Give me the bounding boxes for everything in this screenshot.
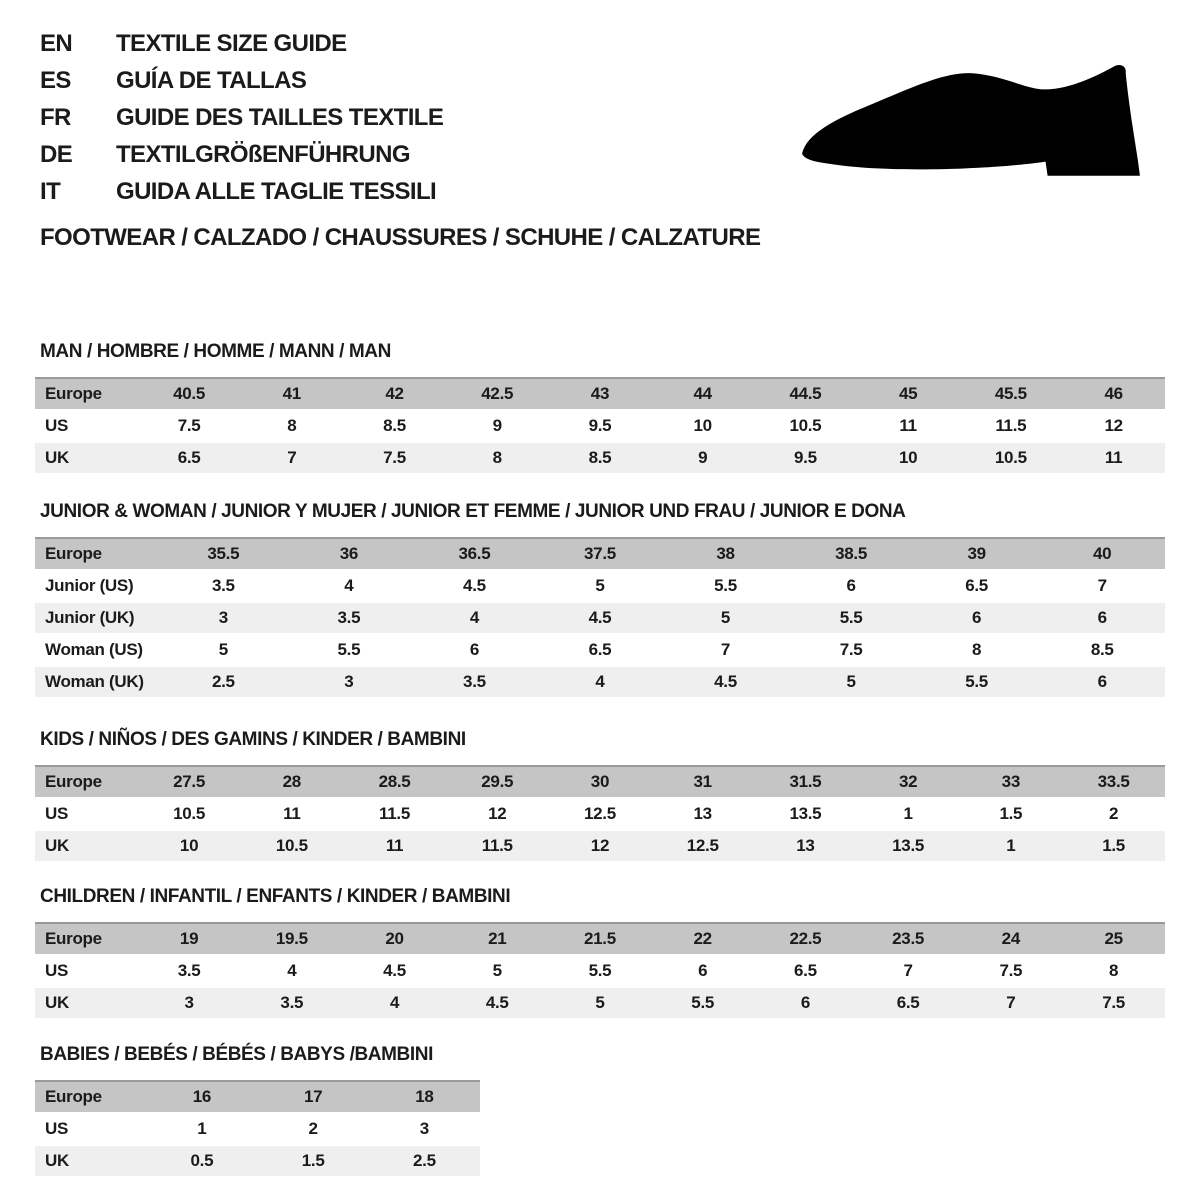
size-cell: 3.5 <box>240 988 343 1018</box>
size-cell: 3.5 <box>138 956 241 986</box>
section-kids <box>35 730 1165 863</box>
size-cell: 6 <box>788 571 914 601</box>
size-cell: 5 <box>446 956 549 986</box>
size-cell: 27.5 <box>138 765 241 797</box>
size-cell: 31 <box>651 765 754 797</box>
size-cell: 44 <box>651 377 754 409</box>
size-cell: 4.5 <box>537 603 663 633</box>
row-label: Europe <box>35 537 161 569</box>
size-cell: 29.5 <box>446 765 549 797</box>
size-cell: 7.5 <box>1062 988 1165 1018</box>
size-row <box>35 988 1165 1018</box>
size-row <box>35 1146 480 1176</box>
language-code: ES <box>40 66 71 94</box>
size-cell: 8.5 <box>549 443 652 473</box>
category-line: FOOTWEAR / CALZADO / CHAUSSURES / SCHUHE / CALZATURE <box>40 224 761 251</box>
language-row <box>40 136 443 173</box>
size-cell: 19 <box>138 922 241 954</box>
size-cell: 4.5 <box>412 571 538 601</box>
size-cell: 2.5 <box>369 1146 480 1176</box>
size-cell: 7.5 <box>343 443 446 473</box>
size-cell: 6 <box>754 988 857 1018</box>
size-cell: 32 <box>857 765 960 797</box>
size-cell: 36 <box>286 537 412 569</box>
size-cell: 45.5 <box>959 377 1062 409</box>
europe-header-row <box>35 377 1165 409</box>
size-cell: 35.5 <box>161 537 287 569</box>
size-cell: 6 <box>412 635 538 665</box>
kids-size-table <box>35 763 1165 863</box>
europe-header-row <box>35 537 1165 569</box>
size-cell: 2.5 <box>161 667 287 697</box>
language-code: EN <box>40 29 73 57</box>
row-label: Europe <box>35 377 138 409</box>
size-cell: 11 <box>240 799 343 829</box>
size-cell: 6.5 <box>537 635 663 665</box>
size-cell: 3 <box>286 667 412 697</box>
size-cell: 3 <box>161 603 287 633</box>
size-cell: 6 <box>914 603 1040 633</box>
size-cell: 4 <box>343 988 446 1018</box>
size-cell: 11.5 <box>446 831 549 861</box>
section-children <box>35 887 1165 1020</box>
size-cell: 1 <box>959 831 1062 861</box>
size-cell: 10 <box>857 443 960 473</box>
size-cell: 6 <box>1039 667 1165 697</box>
size-cell: 3.5 <box>412 667 538 697</box>
section-title-kids: KIDS / NIÑOS / DES GAMINS / KINDER / BAMBINI <box>40 729 466 750</box>
size-cell: 42 <box>343 377 446 409</box>
size-cell: 3 <box>369 1114 480 1144</box>
size-cell: 6 <box>651 956 754 986</box>
size-cell: 4.5 <box>446 988 549 1018</box>
size-cell: 10.5 <box>138 799 241 829</box>
size-cell: 13 <box>651 799 754 829</box>
language-code: FR <box>40 103 71 131</box>
dress-shoe-silhouette-icon <box>800 60 1145 185</box>
language-row <box>40 99 443 136</box>
size-cell: 6.5 <box>754 956 857 986</box>
language-row <box>40 62 443 99</box>
size-cell: 8 <box>446 443 549 473</box>
guide-title: GUIDE DES TAILLES TEXTILE <box>116 103 444 131</box>
size-cell: 10 <box>651 411 754 441</box>
guide-title: TEXTILE SIZE GUIDE <box>116 29 347 57</box>
size-row <box>35 667 1165 697</box>
size-cell: 11 <box>343 831 446 861</box>
row-label: UK <box>35 831 138 861</box>
size-cell: 20 <box>343 922 446 954</box>
size-cell: 0.5 <box>146 1146 257 1176</box>
size-cell: 9 <box>446 411 549 441</box>
size-cell: 10 <box>138 831 241 861</box>
europe-header-row <box>35 922 1165 954</box>
size-cell: 22.5 <box>754 922 857 954</box>
size-cell: 6.5 <box>138 443 241 473</box>
size-cell: 3 <box>138 988 241 1018</box>
size-cell: 40 <box>1039 537 1165 569</box>
language-title-block <box>40 25 443 210</box>
size-cell: 8 <box>240 411 343 441</box>
size-cell: 12.5 <box>549 799 652 829</box>
size-cell: 4.5 <box>343 956 446 986</box>
junior-woman-size-table <box>35 535 1165 699</box>
row-label: UK <box>35 443 138 473</box>
section-title-man: MAN / HOMBRE / HOMME / MANN / MAN <box>40 341 391 362</box>
size-cell: 28.5 <box>343 765 446 797</box>
size-cell: 13 <box>754 831 857 861</box>
size-cell: 7 <box>959 988 1062 1018</box>
size-cell: 30 <box>549 765 652 797</box>
size-cell: 5.5 <box>286 635 412 665</box>
size-cell: 40.5 <box>138 377 241 409</box>
language-code: IT <box>40 177 61 205</box>
size-cell: 33.5 <box>1062 765 1165 797</box>
size-cell: 7 <box>857 956 960 986</box>
size-cell: 1 <box>857 799 960 829</box>
size-cell: 25 <box>1062 922 1165 954</box>
size-cell: 31.5 <box>754 765 857 797</box>
size-cell: 5.5 <box>914 667 1040 697</box>
row-label: Junior (UK) <box>35 603 161 633</box>
size-cell: 1.5 <box>959 799 1062 829</box>
size-cell: 12 <box>446 799 549 829</box>
row-label: US <box>35 1114 146 1144</box>
size-row <box>35 603 1165 633</box>
size-cell: 1 <box>146 1114 257 1144</box>
row-label: Europe <box>35 922 138 954</box>
size-cell: 5.5 <box>663 571 789 601</box>
row-label: UK <box>35 988 138 1018</box>
size-cell: 8 <box>1062 956 1165 986</box>
size-cell: 46 <box>1062 377 1165 409</box>
row-label: Woman (UK) <box>35 667 161 697</box>
section-title-children: CHILDREN / INFANTIL / ENFANTS / KINDER / BAMBINI <box>40 886 511 907</box>
size-cell: 6.5 <box>857 988 960 1018</box>
size-cell: 8.5 <box>343 411 446 441</box>
size-cell: 7.5 <box>788 635 914 665</box>
size-cell: 19.5 <box>240 922 343 954</box>
europe-header-row <box>35 1080 480 1112</box>
size-cell: 12 <box>549 831 652 861</box>
size-cell: 12 <box>1062 411 1165 441</box>
size-cell: 2 <box>1062 799 1165 829</box>
size-row <box>35 443 1165 473</box>
size-cell: 5 <box>549 988 652 1018</box>
size-cell: 1.5 <box>258 1146 369 1176</box>
size-cell: 7.5 <box>138 411 241 441</box>
size-cell: 10.5 <box>959 443 1062 473</box>
section-junior-woman <box>35 502 1165 699</box>
size-cell: 9.5 <box>754 443 857 473</box>
guide-title: TEXTILGRÖßENFÜHRUNG <box>116 140 410 168</box>
size-cell: 16 <box>146 1080 257 1112</box>
row-label: Junior (US) <box>35 571 161 601</box>
size-cell: 24 <box>959 922 1062 954</box>
size-cell: 39 <box>914 537 1040 569</box>
size-cell: 38 <box>663 537 789 569</box>
size-cell: 2 <box>258 1114 369 1144</box>
size-cell: 5 <box>788 667 914 697</box>
size-cell: 5 <box>161 635 287 665</box>
size-cell: 5.5 <box>651 988 754 1018</box>
size-cell: 38.5 <box>788 537 914 569</box>
size-cell: 45 <box>857 377 960 409</box>
size-cell: 23.5 <box>857 922 960 954</box>
section-babies <box>35 1045 1165 1178</box>
size-row <box>35 831 1165 861</box>
size-row <box>35 571 1165 601</box>
size-cell: 4 <box>412 603 538 633</box>
size-cell: 11.5 <box>959 411 1062 441</box>
size-cell: 9 <box>651 443 754 473</box>
row-label: Europe <box>35 765 138 797</box>
size-cell: 11.5 <box>343 799 446 829</box>
children-size-table <box>35 920 1165 1020</box>
row-label: Europe <box>35 1080 146 1112</box>
row-label: UK <box>35 1146 146 1176</box>
size-row <box>35 956 1165 986</box>
size-cell: 5.5 <box>788 603 914 633</box>
row-label: US <box>35 411 138 441</box>
size-cell: 17 <box>258 1080 369 1112</box>
size-cell: 5 <box>537 571 663 601</box>
size-cell: 13.5 <box>754 799 857 829</box>
size-cell: 41 <box>240 377 343 409</box>
size-cell: 43 <box>549 377 652 409</box>
row-label: US <box>35 799 138 829</box>
size-cell: 1.5 <box>1062 831 1165 861</box>
section-man <box>35 342 1165 475</box>
section-title-junior-woman: JUNIOR & WOMAN / JUNIOR Y MUJER / JUNIOR ET FEMME / JUNIOR UND FRAU / JUNIOR E DONA <box>40 501 906 522</box>
size-row <box>35 635 1165 665</box>
man-size-table <box>35 375 1165 475</box>
size-cell: 22 <box>651 922 754 954</box>
size-cell: 4 <box>537 667 663 697</box>
size-cell: 8.5 <box>1039 635 1165 665</box>
size-cell: 4 <box>240 956 343 986</box>
size-cell: 4 <box>286 571 412 601</box>
size-cell: 3.5 <box>161 571 287 601</box>
size-cell: 7 <box>1039 571 1165 601</box>
size-cell: 18 <box>369 1080 480 1112</box>
section-title-babies: BABIES / BEBÉS / BÉBÉS / BABYS /BAMBINI <box>40 1044 433 1065</box>
language-row <box>40 173 443 210</box>
size-cell: 21.5 <box>549 922 652 954</box>
size-cell: 36.5 <box>412 537 538 569</box>
size-cell: 9.5 <box>549 411 652 441</box>
language-row <box>40 25 443 62</box>
row-label: Woman (US) <box>35 635 161 665</box>
size-cell: 42.5 <box>446 377 549 409</box>
size-cell: 7 <box>240 443 343 473</box>
size-cell: 12.5 <box>651 831 754 861</box>
size-cell: 6 <box>1039 603 1165 633</box>
size-cell: 7.5 <box>959 956 1062 986</box>
size-cell: 44.5 <box>754 377 857 409</box>
size-cell: 11 <box>1062 443 1165 473</box>
size-cell: 37.5 <box>537 537 663 569</box>
guide-title: GUIDA ALLE TAGLIE TESSILI <box>116 177 437 205</box>
size-cell: 21 <box>446 922 549 954</box>
size-cell: 5.5 <box>549 956 652 986</box>
size-cell: 3.5 <box>286 603 412 633</box>
size-row <box>35 799 1165 829</box>
size-cell: 5 <box>663 603 789 633</box>
europe-header-row <box>35 765 1165 797</box>
size-cell: 7 <box>663 635 789 665</box>
row-label: US <box>35 956 138 986</box>
size-cell: 28 <box>240 765 343 797</box>
size-cell: 11 <box>857 411 960 441</box>
babies-size-table <box>35 1078 480 1178</box>
guide-title: GUÍA DE TALLAS <box>116 66 307 94</box>
size-cell: 10.5 <box>240 831 343 861</box>
size-row <box>35 411 1165 441</box>
size-cell: 13.5 <box>857 831 960 861</box>
size-row <box>35 1114 480 1144</box>
size-cell: 6.5 <box>914 571 1040 601</box>
size-cell: 8 <box>914 635 1040 665</box>
language-code: DE <box>40 140 73 168</box>
size-cell: 10.5 <box>754 411 857 441</box>
size-cell: 4.5 <box>663 667 789 697</box>
size-cell: 33 <box>959 765 1062 797</box>
